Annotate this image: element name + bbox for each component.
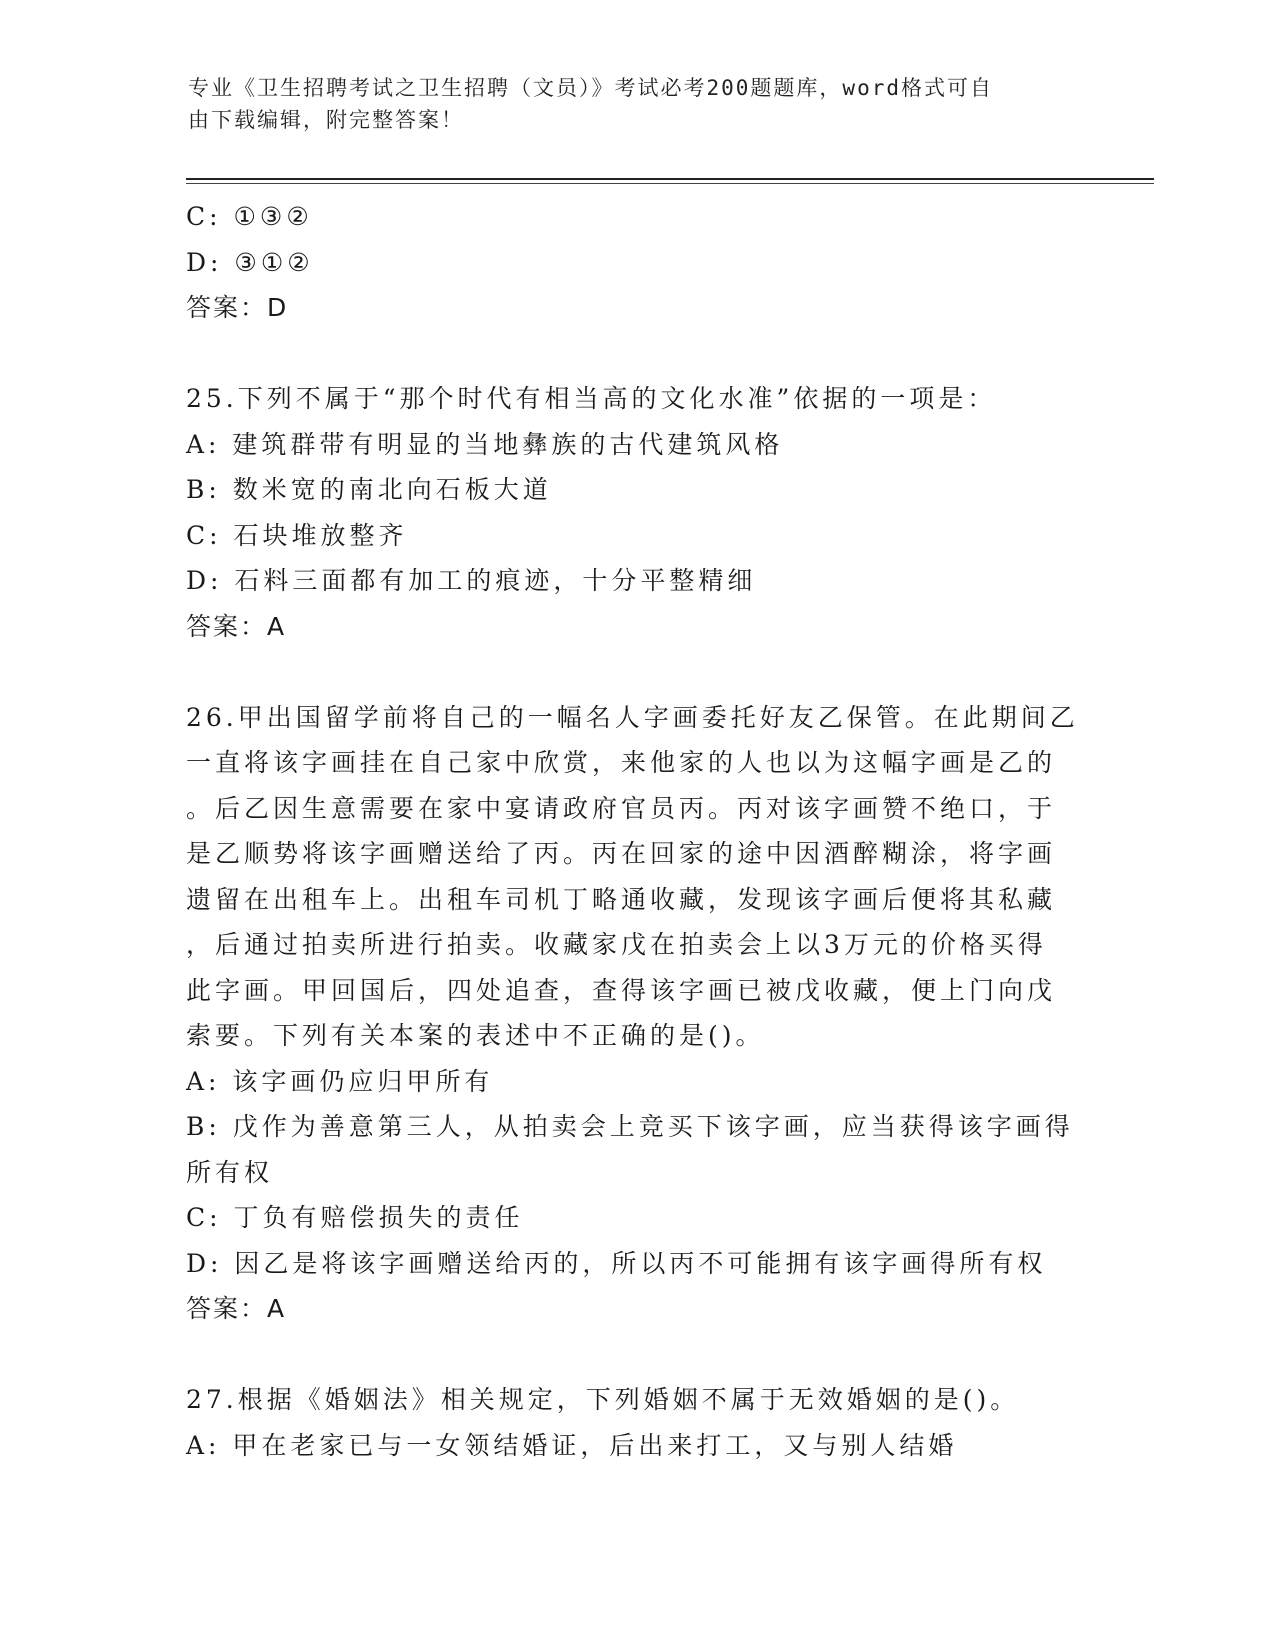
header-line-1: 专业《卫生招聘考试之卫生招聘（文员）》考试必考200题题库，word格式可自	[188, 76, 993, 100]
spacer	[186, 649, 1076, 695]
q26-stem-line: 是乙顺势将该字画赠送给了丙。丙在回家的途中因酒醉糊涂，将字画	[186, 839, 1057, 868]
q24-option-c: C: ①③②	[186, 202, 313, 231]
q26-stem-line: 遗留在出租车上。出租车司机丁略通收藏，发现该字画后便将其私藏	[186, 884, 1057, 914]
q27-stem: 27.根据《婚姻法》相关规定，下列婚姻不属于无效婚姻的是()。	[186, 1385, 1020, 1414]
header-divider-thin	[186, 183, 1154, 184]
header-divider-thick	[186, 178, 1154, 180]
q26-stem-line: 此字画。甲回国后，四处追查，查得该字画已被戊收藏，便上门向戊	[186, 975, 1057, 1005]
header-line-2: 由下载编辑，附完整答案！	[188, 108, 464, 132]
q26-stem-line: 26.甲出国留学前将自己的一幅名人字画委托好友乙保管。在此期间乙	[186, 702, 1079, 732]
question-content	[186, 194, 1079, 1468]
q25-answer: 答案：A	[186, 611, 287, 641]
q26-option-a: A: 该字画仍应归甲所有	[186, 1066, 494, 1096]
q25-option-a: A: 建筑群带有明显的当地彝族的古代建筑风格	[186, 429, 784, 459]
q26-answer: 答案：A	[186, 1294, 287, 1323]
q26-option-b-continued: 所有权	[186, 1157, 274, 1187]
q26-stem-line: 索要。下列有关本案的表述中不正确的是()。	[186, 1021, 765, 1050]
spacer	[186, 331, 1076, 377]
q25-option-d: D: 石料三面都有加工的痕迹，十分平整精细	[186, 566, 757, 595]
q27-option-a: A: 甲在老家已与一女领结婚证，后出来打工，又与别人结婚	[186, 1430, 958, 1460]
spacer	[186, 1332, 1076, 1378]
q24-option-d: D: ③①②	[186, 247, 314, 277]
q24-answer: 答案：D	[186, 293, 289, 322]
q26-stem-line: ，后通过拍卖所进行拍卖。收藏家戊在拍卖会上以3万元的价格买得	[186, 930, 1047, 959]
document-header	[188, 72, 1078, 136]
q26-stem-line: 一直将该字画挂在自己家中欣赏，来他家的人也以为这幅字画是乙的	[186, 748, 1057, 777]
q26-option-c: C: 丁负有赔偿损失的责任	[186, 1203, 524, 1232]
q26-option-b: B: 戊作为善意第三人，从拍卖会上竞买下该字画，应当获得该字画得	[186, 1112, 1074, 1141]
q26-option-d: D: 因乙是将该字画赠送给丙的，所以丙不可能拥有该字画得所有权	[186, 1248, 1047, 1278]
q25-option-c: C: 石块堆放整齐	[186, 520, 408, 550]
q25-stem: 25.下列不属于“那个时代有相当高的文化水准”依据的一项是：	[186, 384, 997, 413]
q26-stem-line: 。后乙因生意需要在家中宴请政府官员丙。丙对该字画赞不绝口，于	[186, 793, 1057, 823]
q25-option-b: B: 数米宽的南北向石板大道	[186, 475, 552, 504]
